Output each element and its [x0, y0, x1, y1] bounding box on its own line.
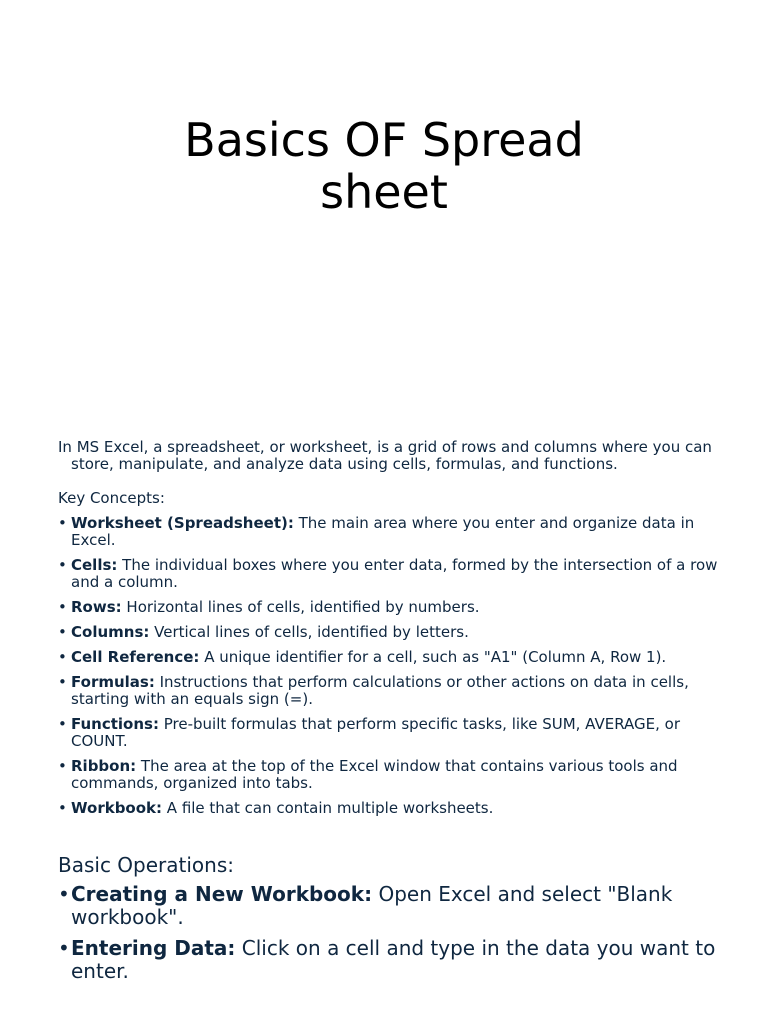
- document-body: [58, 439, 718, 991]
- concept-description: The individual boxes where you enter data, formed by the intersection of a row and a column.: [71, 556, 718, 591]
- list-item: [58, 649, 718, 666]
- operation-description: Click on a cell and type in the data you want to enter.: [71, 936, 716, 983]
- bullet-icon: •: [58, 936, 70, 960]
- page-title-line-1: Basics OF Spread: [184, 113, 584, 167]
- list-item: [58, 758, 718, 792]
- bullet-icon: •: [58, 598, 67, 616]
- key-concepts-list: [58, 515, 718, 817]
- concept-description: The main area where you enter and organize data in Excel.: [71, 514, 695, 549]
- basic-operations-heading: Basic Operations:: [58, 853, 234, 877]
- concept-term: Cells:: [71, 556, 118, 574]
- concept-description: Vertical lines of cells, identified by letters.: [149, 623, 469, 641]
- bullet-icon: •: [58, 882, 70, 906]
- concept-description: Instructions that perform calculations or other actions on data in cells, starting with an equals sign (=).: [71, 673, 689, 708]
- list-item: [58, 599, 718, 616]
- basic-operations-list: [58, 883, 718, 983]
- bullet-icon: •: [58, 799, 67, 817]
- bullet-icon: •: [58, 673, 67, 691]
- concept-term: Functions:: [71, 715, 159, 733]
- concept-term: Workbook:: [71, 799, 163, 817]
- list-item: [58, 515, 718, 549]
- list-item: [58, 883, 718, 929]
- concept-description: A file that can contain multiple worksheets.: [162, 799, 494, 817]
- list-item: [58, 557, 718, 591]
- bullet-icon: •: [58, 556, 67, 574]
- concept-term: Rows:: [71, 598, 122, 616]
- concept-term: Formulas:: [71, 673, 155, 691]
- operation-description: Open Excel and select "Blank workbook".: [71, 882, 673, 929]
- bullet-icon: •: [58, 715, 67, 733]
- bullet-icon: •: [58, 757, 67, 775]
- bullet-icon: •: [58, 514, 67, 532]
- concept-description: The area at the top of the Excel window that contains various tools and commands, organized into tabs.: [71, 757, 678, 792]
- key-concepts-heading: Key Concepts:: [58, 489, 165, 507]
- concept-description: Horizontal lines of cells, identified by numbers.: [121, 598, 480, 616]
- concept-term: Columns:: [71, 623, 150, 641]
- concept-term: Cell Reference:: [71, 648, 200, 666]
- concept-description: A unique identifier for a cell, such as "A1" (Column A, Row 1).: [199, 648, 667, 666]
- list-item: [58, 937, 718, 983]
- page-title: [0, 114, 768, 218]
- operation-term: Entering Data:: [71, 936, 236, 960]
- intro-paragraph: In MS Excel, a spreadsheet, or worksheet, is a grid of rows and columns where you can store, manipulate, and analyze data using cells, formulas, and functions.: [58, 438, 712, 473]
- concept-term: Worksheet (Spreadsheet):: [71, 514, 294, 532]
- concept-description: Pre-built formulas that perform specific tasks, like SUM, AVERAGE, or COUNT.: [71, 715, 680, 750]
- list-item: [58, 800, 718, 817]
- operation-term: Creating a New Workbook:: [71, 882, 373, 906]
- bullet-icon: •: [58, 648, 67, 666]
- bullet-icon: •: [58, 623, 67, 641]
- list-item: [58, 674, 718, 708]
- list-item: [58, 624, 718, 641]
- concept-term: Ribbon:: [71, 757, 137, 775]
- list-item: [58, 716, 718, 750]
- page-title-line-2: sheet: [320, 165, 448, 219]
